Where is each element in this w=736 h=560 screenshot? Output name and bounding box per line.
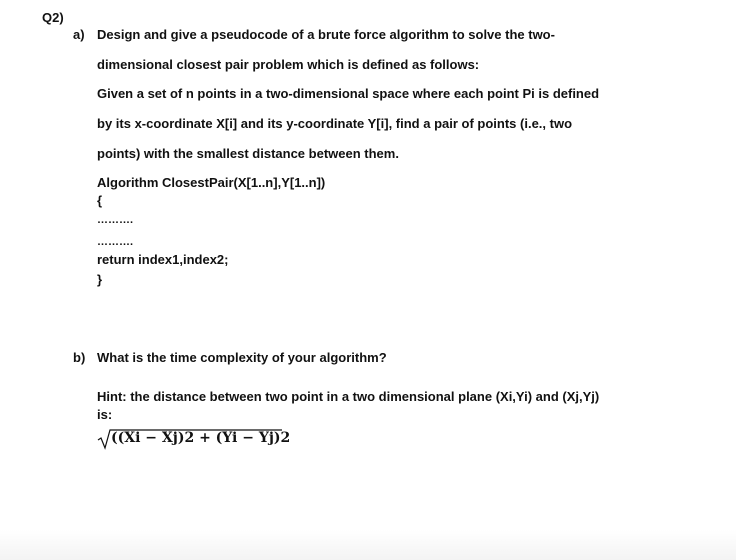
code-open-brace: { [97,193,103,208]
part-a-line-5: points) with the smallest distance between them. [97,146,399,161]
code-signature: Algorithm ClosestPair(X[1..n],Y[1..n]) [97,175,326,190]
question-number: Q2) [42,10,64,25]
code-placeholder-2: ………. [97,236,134,248]
hint-line-1: Hint: the distance between two point in a two dimensional plane (Xi,Yi) and (Xj,Yj) [97,389,600,404]
hint-line-2: is: [97,407,113,422]
part-a-line-4: by its x-coordinate X[i] and its y-coordinate Y[i], find a pair of points (i.e., two [97,116,573,131]
part-b-text: What is the time complexity of your algorithm? [97,350,387,365]
part-b-label: b) [73,350,86,365]
part-a-line-1: Design and give a pseudocode of a brute force algorithm to solve the two- [97,27,555,42]
part-a-line-3: Given a set of n points in a two-dimensional space where each point Pi is defined [97,86,600,101]
part-a-line-2: dimensional closest pair problem which is defined as follows: [97,57,480,72]
part-a-label: a) [73,27,85,42]
page-bottom-shade [0,530,736,560]
code-close-brace: } [97,272,103,287]
formula-expression: ((Xi − Xj)2 + (Yi − Yj)2 [111,430,291,446]
code-return-line: return index1,index2; [97,252,229,267]
code-placeholder-1: ………. [97,214,134,226]
